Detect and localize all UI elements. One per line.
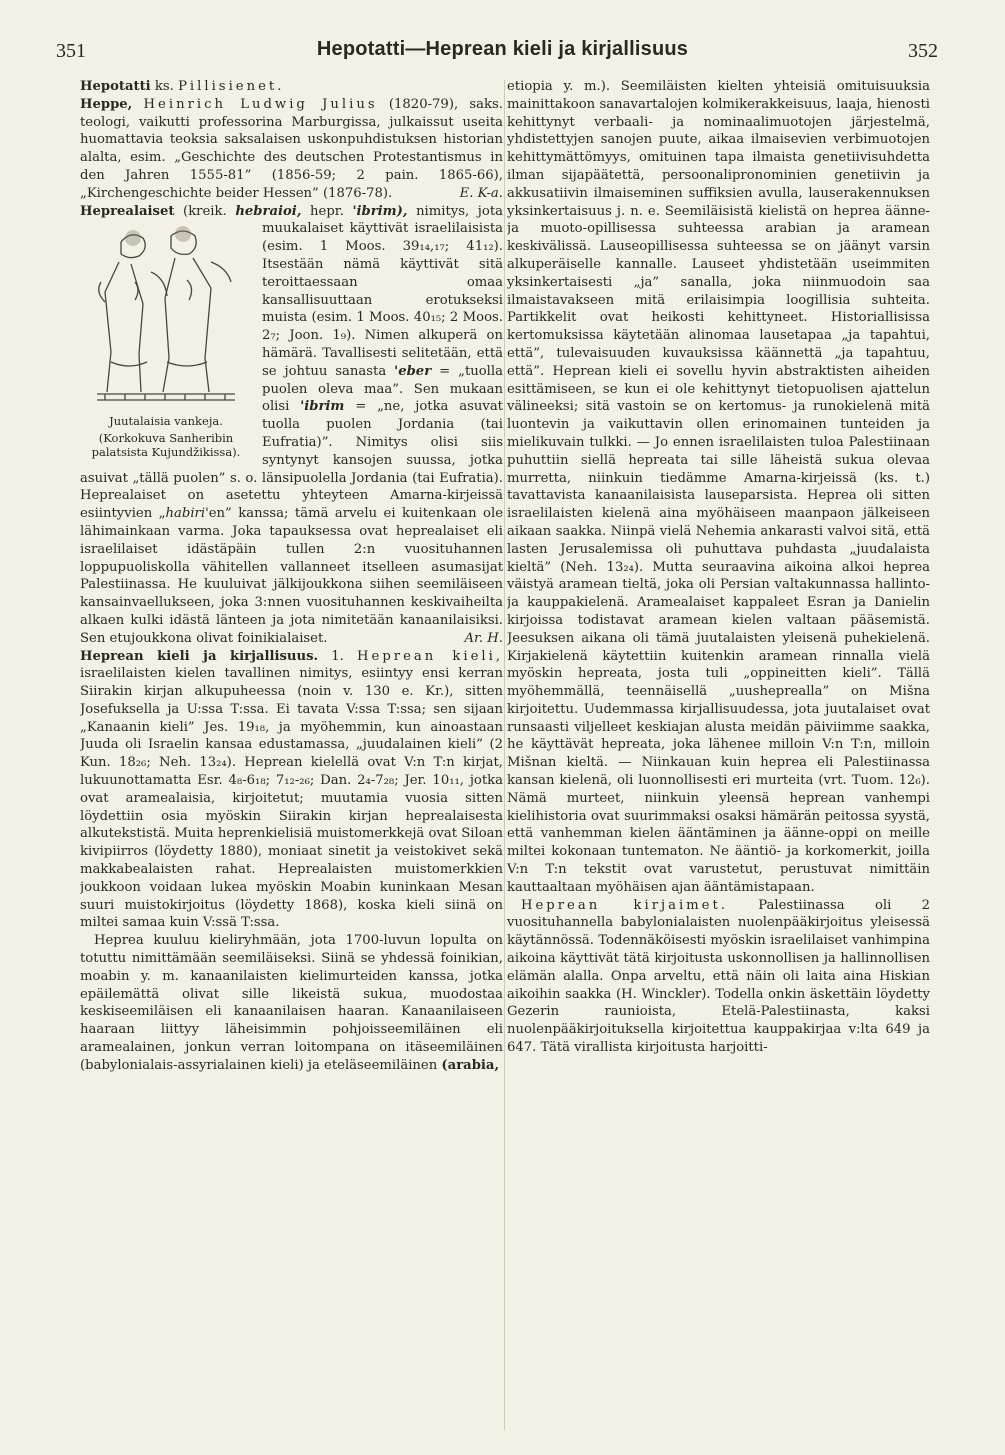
entry-heppe: Heppe, Heinrich Ludwig Julius (1820-79), saks. teologi, vaikutti professorina Marburgissa, julkaissut useita huomattavia teoksia saksalaisen uskonpuhdistuksen historian alalta, esim. „Geschichte des deutschen Protestantismus in den Jahren 1555-81” (1856-59; 2 pain. 1865-66), „Kirchengeschichte beider Hessen” (1876-78). E. K-a. [80,96,503,201]
entry-head: Heprean kieli ja kirjallisuus. [80,648,319,664]
entry-head: Hepotatti [80,79,151,94]
entry-heprean-kieli: Heprean kieli ja kirjallisuus. 1. Heprean kieli, israelilaisten kielen tavallinen nimitys, esiintyy ensi kerran Siirakin kirjan alkupuheessa (noin v. 130 e. Kr.), sitten Josefuksella ja U:ssa T:ssa. Ei tavata V:ssa T:ssa; sen sijaan „Kanaanin kieli” Jes. 19₁₈, ja myöhemmin, kun ainoastaan Juuda oli Israelin kansaa edustamassa, „juudalainen kieli” (2 Kun. 18₂₆; Neh. 13₂₄). Heprean kielellä ovat V:n T:n kirjat, lukuunottamatta Esr. 4₈-6₁₈; 7₁₂-₂₆; Dan. 2₄-7₂₈; Jer. 10₁₁, jotka ovat aramealaisia, kirjoitetut; muutamia vuosia sitten löydettiin osia myöskin Siirakin kirjan heprealaisesta alkutekstistä. Muita heprenkielisiä muistomerkkejä ovat Siloan kivipiirros (löydetty 1880), moniaat sinetit ja veistokivet sekä makkabealaisten rahat. Heprealaisten muistomerkkien joukkoon voidaan lukea myöskin Moabin kuninkaan Mesan suuri muistokirjoitus (löydetty 1868), koska kieli siinä on miltei samaa kuin V:ssä T:ssa. [80,648,503,931]
figure-caption-line2: (Korkokuva Sanheribin palatsista Kujundžikissa). [91,430,241,460]
page-header [0,36,1005,66]
relief-figure [80,222,252,460]
paragraph: Heprea kuuluu kieliryhmään, jota 1700-luvun lopulta on totuttu nimittämään seemiläiseksi. Siinä se yhdessä foinikian, moabin y. m. kanaanilaisten kielimurteiden kanssa, jotka epäilemättä olivat sille likeistä sukua, muodostaa keskiseemiläisen eli kanaanilaisen haaran. Kanaanilaiseen haaraan liittyy läheisimmin pohjoisseemiläinen eli aramealainen, jonkun verran loitompana on itäseemiläinen (babylonialais-assyrialainen kieli) ja eteläseemiläinen (arabia, [80,933,503,1073]
right-column [507,78,930,1438]
cross-reference[interactable]: Pillisienet. [178,79,285,94]
left-column [80,78,503,1438]
subsection-head: Heprean kieli, [357,648,503,664]
author-signature: Ar. H. [464,630,503,646]
running-title: Hepotatti—Heprean kieli ja kirjallisuus [316,38,689,60]
figure-caption-line1: Juutalaisia vankeja. [109,414,223,429]
author-signature: E. K-a. [459,185,503,201]
column-divider [504,80,505,1430]
subsection-head: Heprean kirjaimet. [521,897,728,913]
page-number-left: 351 [56,40,86,62]
paragraph-kirjaimet: Heprean kirjaimet. Palestiinassa oli 2 vuosituhannella babylonialaisten nuolenpääkirjoitus yleisessä käytännössä. Todennäköisesti myöskin israelilaiset vanhimpina aikoina käyttivät tätä kirjoitusta uskonnollisen ja hallinnollisen elämän alalla. Onpa arveltu, että näin oli laita aina Hiskian aikoihin saakka (H. Winckler). Todella onkin äskettäin löydetty Gezerin raunioista, Etelä-Palestiinasta, kaksi nuolenpääkirjoituksella kirjoitettua kauppakirjaa v:lta 649 ja 647. Tätä virallista kirjoitusta harjoitti- [507,897,930,1056]
paragraph: etiopia y. m.). Seemiläisten kielten yhteisiä omituisuuksia mainittakoon sanavartalojen kolmikerakkeisuus, laaja, hienosti kehittynyt verbaali- ja nominaalimuotojen järjestelmä, yhdistettyjen sanojen puute, aikaa ilmaisevien verbimuotojen kehittymättömyys, omituinen tapa ilmaista genetiivisuhdetta ilman sijapäätettä, persoonalipronominien genetiivin ja akkusatiivin ilmaiseminen suffiksien avulla, lauserakennuksen yksinkertaisuus j. n. e. Seemiläisistä kielistä on heprea äänne- ja muoto-opillisessa suhteessa arabian ja aramean keskivälissä. Lauseopillisessa suhteessa se on jäänyt varsin alkuperäiselle kannalle. Lauseet yhdistetään useimmiten yksinkertaisesti „ja” sanalla, joka niinmuodoin saa ilmaistavakseen mitä erilaisimpia loogillisia suhteita. Partikkelit ovat heikosti kehittyneet. Historiallisissa kertomuksissa käytetään alinomaa lausetapaa „ja tapahtui, että”, tulevaisuuden kuvauksissa käännettä „ja tapahtuu, että”. Heprean kieli ei sovellu hyvin abstraktisten aiheiden esittämiseen, se kun ei ole kehittynyt tietopuolisen ajattelun välineeksi; sitä vastoin se on kertomus- ja runokielenä mitä luontevin ja vaikuttavin ollen erinomainen tunteiden ja mielikuvain tulkki. — Jo ennen israelilaisten tuloa Palestiinaan puhuttiin siellä hepreata tai sille läheistä sukua olevaa murretta, niinkuin tiedämme Amarna-kirjeissä (ks. t.) tavattavista kanaanilaisista lauseparsista. Heprea oli sitten israelilaisten kielenä aina myöhäiseen maanpaon jälkeiseen aikaan saakka. Niinpä vielä Nehemia ankarasti valvoi sitä, että lasten Jerusalemissa oli puhuttava puhdasta „juudalaista kieltä” (Neh. 13₂₄). Mutta seuraavina aikoina alkoi heprea väistyä aramean tieltä, joka oli Persian valtakunnassa hallinto- ja kauppakielenä. Aramealaiset kappaleet Esran ja Danielin kirjoissa todistavat aramean kielen valtaan pääsemistä. Jeesuksen aikana oli tämä juutalaisten yleisenä puhekielenä. Kirjakielenä käytettiin kuitenkin aramean rinnalla vielä myöskin hepreata, josta tuli „oppineitten kieli”. Tällä myöhemmällä, teennäisellä „uushepreallа” on Mišna kirjoitettu. Uudemmassa kirjallisuudessa, jota juutalaiset ovat runsaasti viljelleet keskiajan alusta meidän päiviimme saakka, he käyttävät hepreata, joka lähenee milloin V:n T:n, milloin Mišnan kieltä. — Niinkauan kuin heprea eli Palestiinassa kansan kielenä, oli luonnollisesti eri murteita (vrt. Tuom. 12₆). Nämä murteet, niinkuin yleensä heprean vanhempi kielihistoria ovat suurimmaksi osaksi hämärän peitossa syystä, että vanhemman kielen ääntäminen ja äänne-oppi on meille miltei kokonaan tuntematon. Ne ääntiö- ja korkomerkit, joilla V:n T:n tekstit ovat varustetut, perustuvat nimittäin kauttaaltaan myöhäisen ajan ääntämistapaan. [507,79,930,895]
entry-head: Heppe, [80,96,133,112]
page-number-right: 352 [908,40,938,62]
entry-heprealaiset: Heprealaiset (kreik. hebraioi, hepr. 'ibrim), Juutalaisia vankeja. (Korkokuva Sanheribin palatsista Kujundžikissa). nimitys, jota muukalaiset käyttivät israelilaisista (esim. 1 Moos. 39₁₄,₁₇; 41₁₂). Itsestään nämä käyttivät sitä teroittaessaan omaa kansallisuuttaan erotukseksi muista (esim. 1 Moos. 40₁₅; 2 Moos. 2₇; Joon. 1₉). Nimen alkuperä on hämärä. Tavallisesti selitetään, että se johtuu sanasta 'eber = „tuolla puolen oleva maa”. Sen mukaan olisi 'ibrim = „ne, jotka asuvat tuolla puolen Jordania (tai Eufratia)”. Nimitys olisi siis syntynyt kansojen suussa, jotka asuivat „tällä puolen” s. o. länsipuolella Jordania (tai Eufratia). Heprealaiset on asetettu yhteyteen Amarna-kirjeissä esiintyvien „habiri'en” kanssa; tämä arvelu ei kuitenkaan ole lähimainkaan varma. Joka tapauksessa ovat heprealaiset eli israelilaiset idästäpäin tullen 2:n vuosituhannen loppupuoliskolla vähitellen vallanneet itselleen asumasijat Palestiinassa. He kuuluivat jälkijoukkona siihen seemiläiseen kansainvaellukseen, joka 3:nnen vuosituhannen keskivaiheilta alkaen kulki idästä länteen ja jota nimitetään kanaanilaisiksi. Sen etujoukkona olivat foinikialaiset. Ar. H. [80,203,503,646]
entry-hepotatti: Hepotatti ks. Pillisienet. [80,79,285,94]
entry-head: Heprealaiset [80,203,175,219]
captives-relief-illustration [91,222,241,412]
